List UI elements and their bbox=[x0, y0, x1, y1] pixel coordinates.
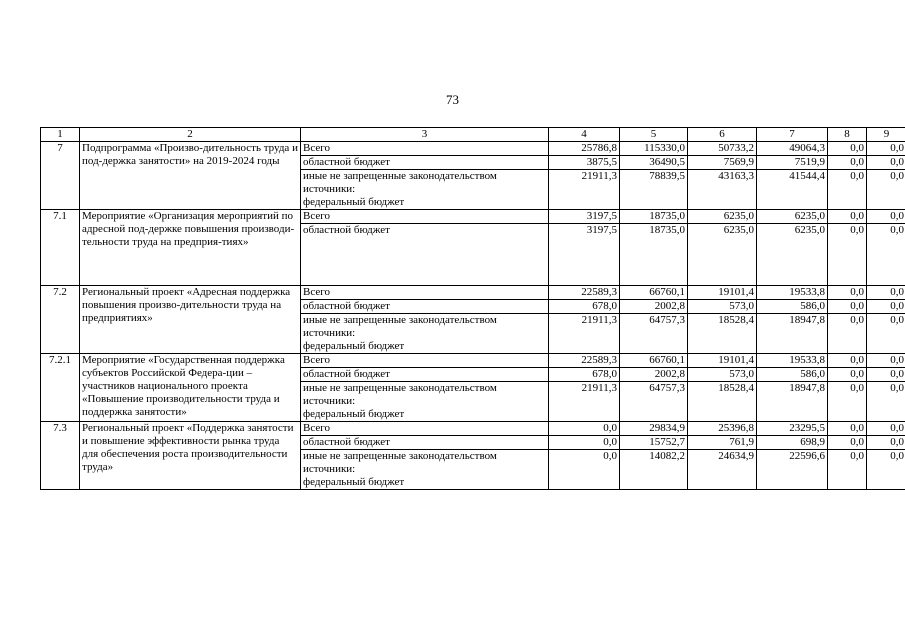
funding-source: федеральный бюджет bbox=[303, 196, 405, 208]
header-cell: 4 bbox=[549, 128, 620, 142]
value-cell: 22596,6 bbox=[757, 450, 828, 490]
funding-source: иные не запрещенные законодательством источники: bbox=[303, 450, 497, 475]
funding-source: иные не запрещенные законодательством источники: bbox=[303, 382, 497, 407]
value-cell: 573,0 bbox=[688, 368, 757, 382]
value-cell: 6235,0 bbox=[688, 210, 757, 224]
value-cell: 0,0 bbox=[867, 210, 905, 224]
value-cell: 43163,3 bbox=[688, 170, 757, 210]
value-cell: 21911,3 bbox=[549, 314, 620, 354]
value-cell: 0,0 bbox=[867, 354, 905, 368]
funding-table bbox=[40, 127, 905, 490]
value-cell: 586,0 bbox=[757, 300, 828, 314]
funding-source: областной бюджет bbox=[301, 156, 549, 170]
header-cell: 9 bbox=[867, 128, 905, 142]
value-cell: 0,0 bbox=[549, 422, 620, 436]
value-cell: 678,0 bbox=[549, 300, 620, 314]
funding-source: федеральный бюджет bbox=[303, 340, 405, 352]
value-cell: 49064,3 bbox=[757, 142, 828, 156]
value-cell: 0,0 bbox=[828, 422, 867, 436]
value-cell: 0,0 bbox=[828, 354, 867, 368]
value-cell: 66760,1 bbox=[620, 286, 688, 300]
item-code: 7.1 bbox=[41, 210, 80, 286]
item-name: Подпрограмма «Произво-дительность труда и под-держка занятости» на 2019-2024 годы bbox=[80, 142, 301, 210]
value-cell: 3197,5 bbox=[549, 224, 620, 286]
funding-source: иные не запрещенные законодательством источники: bbox=[303, 170, 497, 195]
value-cell: 0,0 bbox=[549, 436, 620, 450]
header-cell: 6 bbox=[688, 128, 757, 142]
value-cell: 0,0 bbox=[828, 210, 867, 224]
value-cell: 0,0 bbox=[867, 436, 905, 450]
value-cell: 0,0 bbox=[867, 156, 905, 170]
value-cell: 0,0 bbox=[867, 142, 905, 156]
header-cell: 7 bbox=[757, 128, 828, 142]
value-cell: 36490,5 bbox=[620, 156, 688, 170]
value-cell: 0,0 bbox=[867, 286, 905, 300]
value-cell: 761,9 bbox=[688, 436, 757, 450]
value-cell: 6235,0 bbox=[757, 224, 828, 286]
value-cell: 0,0 bbox=[867, 368, 905, 382]
value-cell: 0,0 bbox=[828, 142, 867, 156]
value-cell: 18528,4 bbox=[688, 314, 757, 354]
value-cell: 66760,1 bbox=[620, 354, 688, 368]
value-cell: 3197,5 bbox=[549, 210, 620, 224]
item-code: 7.3 bbox=[41, 422, 80, 490]
funding-source-group bbox=[301, 382, 549, 422]
page-number: 73 bbox=[446, 92, 459, 107]
value-cell: 0,0 bbox=[828, 436, 867, 450]
funding-source: областной бюджет bbox=[301, 368, 549, 382]
value-cell: 0,0 bbox=[828, 450, 867, 490]
value-cell: 2002,8 bbox=[620, 300, 688, 314]
value-cell: 586,0 bbox=[757, 368, 828, 382]
value-cell: 22589,3 bbox=[549, 286, 620, 300]
funding-source: Всего bbox=[301, 142, 549, 156]
header-cell: 5 bbox=[620, 128, 688, 142]
value-cell: 0,0 bbox=[828, 170, 867, 210]
funding-source: федеральный бюджет bbox=[303, 408, 405, 420]
header-row bbox=[41, 128, 905, 142]
funding-source-group bbox=[301, 170, 549, 210]
funding-source: Всего bbox=[301, 286, 549, 300]
value-cell: 7569,9 bbox=[688, 156, 757, 170]
funding-source: Всего bbox=[301, 354, 549, 368]
value-cell: 2002,8 bbox=[620, 368, 688, 382]
value-cell: 0,0 bbox=[828, 156, 867, 170]
item-code: 7.2 bbox=[41, 286, 80, 354]
funding-source: федеральный бюджет bbox=[303, 476, 405, 488]
value-cell: 0,0 bbox=[867, 382, 905, 422]
value-cell: 0,0 bbox=[828, 382, 867, 422]
value-cell: 22589,3 bbox=[549, 354, 620, 368]
item-name: Мероприятие «Государственная поддержка субъектов Российской Федера-ции – участников национального проекта «Повышение производительности труда и поддержка занятости» bbox=[80, 354, 301, 422]
value-cell: 0,0 bbox=[867, 450, 905, 490]
value-cell: 25786,8 bbox=[549, 142, 620, 156]
value-cell: 0,0 bbox=[867, 422, 905, 436]
item-name: Региональный проект «Поддержка занятости и повышение эффективности рынка труда для обеспечения роста производительности труда» bbox=[80, 422, 301, 490]
funding-source: Всего bbox=[301, 422, 549, 436]
item-code: 7.2.1 bbox=[41, 354, 80, 422]
value-cell: 78839,5 bbox=[620, 170, 688, 210]
funding-source: областной бюджет bbox=[301, 436, 549, 450]
value-cell: 19533,8 bbox=[757, 286, 828, 300]
value-cell: 3875,5 bbox=[549, 156, 620, 170]
value-cell: 50733,2 bbox=[688, 142, 757, 156]
table-row bbox=[41, 286, 905, 300]
value-cell: 19101,4 bbox=[688, 354, 757, 368]
value-cell: 18735,0 bbox=[620, 224, 688, 286]
table-row bbox=[41, 354, 905, 368]
funding-source-group bbox=[301, 314, 549, 354]
value-cell: 25396,8 bbox=[688, 422, 757, 436]
header-cell: 2 bbox=[80, 128, 301, 142]
table-row bbox=[41, 210, 905, 224]
value-cell: 0,0 bbox=[828, 314, 867, 354]
value-cell: 115330,0 bbox=[620, 142, 688, 156]
value-cell: 0,0 bbox=[867, 224, 905, 286]
header-cell: 3 bbox=[301, 128, 549, 142]
value-cell: 64757,3 bbox=[620, 382, 688, 422]
value-cell: 18735,0 bbox=[620, 210, 688, 224]
value-cell: 0,0 bbox=[828, 224, 867, 286]
value-cell: 24634,9 bbox=[688, 450, 757, 490]
value-cell: 0,0 bbox=[867, 300, 905, 314]
header-cell: 8 bbox=[828, 128, 867, 142]
value-cell: 14082,2 bbox=[620, 450, 688, 490]
value-cell: 0,0 bbox=[828, 300, 867, 314]
value-cell: 573,0 bbox=[688, 300, 757, 314]
item-name: Мероприятие «Организация мероприятий по адресной под-держке повышения производи-тельности труда на предприя-тиях» bbox=[80, 210, 301, 286]
value-cell: 15752,7 bbox=[620, 436, 688, 450]
funding-source: Всего bbox=[301, 210, 549, 224]
table-row bbox=[41, 422, 905, 436]
item-code: 7 bbox=[41, 142, 80, 210]
value-cell: 0,0 bbox=[828, 368, 867, 382]
value-cell: 0,0 bbox=[828, 286, 867, 300]
value-cell: 678,0 bbox=[549, 368, 620, 382]
value-cell: 0,0 bbox=[867, 314, 905, 354]
funding-source: областной бюджет bbox=[301, 224, 549, 286]
value-cell: 64757,3 bbox=[620, 314, 688, 354]
value-cell: 0,0 bbox=[867, 170, 905, 210]
value-cell: 19533,8 bbox=[757, 354, 828, 368]
value-cell: 19101,4 bbox=[688, 286, 757, 300]
value-cell: 0,0 bbox=[549, 450, 620, 490]
value-cell: 6235,0 bbox=[688, 224, 757, 286]
value-cell: 23295,5 bbox=[757, 422, 828, 436]
value-cell: 29834,9 bbox=[620, 422, 688, 436]
funding-source: иные не запрещенные законодательством источники: bbox=[303, 314, 497, 339]
funding-source: областной бюджет bbox=[301, 300, 549, 314]
value-cell: 18947,8 bbox=[757, 382, 828, 422]
header-cell: 1 bbox=[41, 128, 80, 142]
value-cell: 18947,8 bbox=[757, 314, 828, 354]
value-cell: 6235,0 bbox=[757, 210, 828, 224]
value-cell: 18528,4 bbox=[688, 382, 757, 422]
value-cell: 698,9 bbox=[757, 436, 828, 450]
table-row bbox=[41, 142, 905, 156]
value-cell: 7519,9 bbox=[757, 156, 828, 170]
funding-source-group bbox=[301, 450, 549, 490]
value-cell: 41544,4 bbox=[757, 170, 828, 210]
value-cell: 21911,3 bbox=[549, 382, 620, 422]
value-cell: 21911,3 bbox=[549, 170, 620, 210]
item-name: Региональный проект «Адресная поддержка повышения произво-дительности труда на предприятиях» bbox=[80, 286, 301, 354]
